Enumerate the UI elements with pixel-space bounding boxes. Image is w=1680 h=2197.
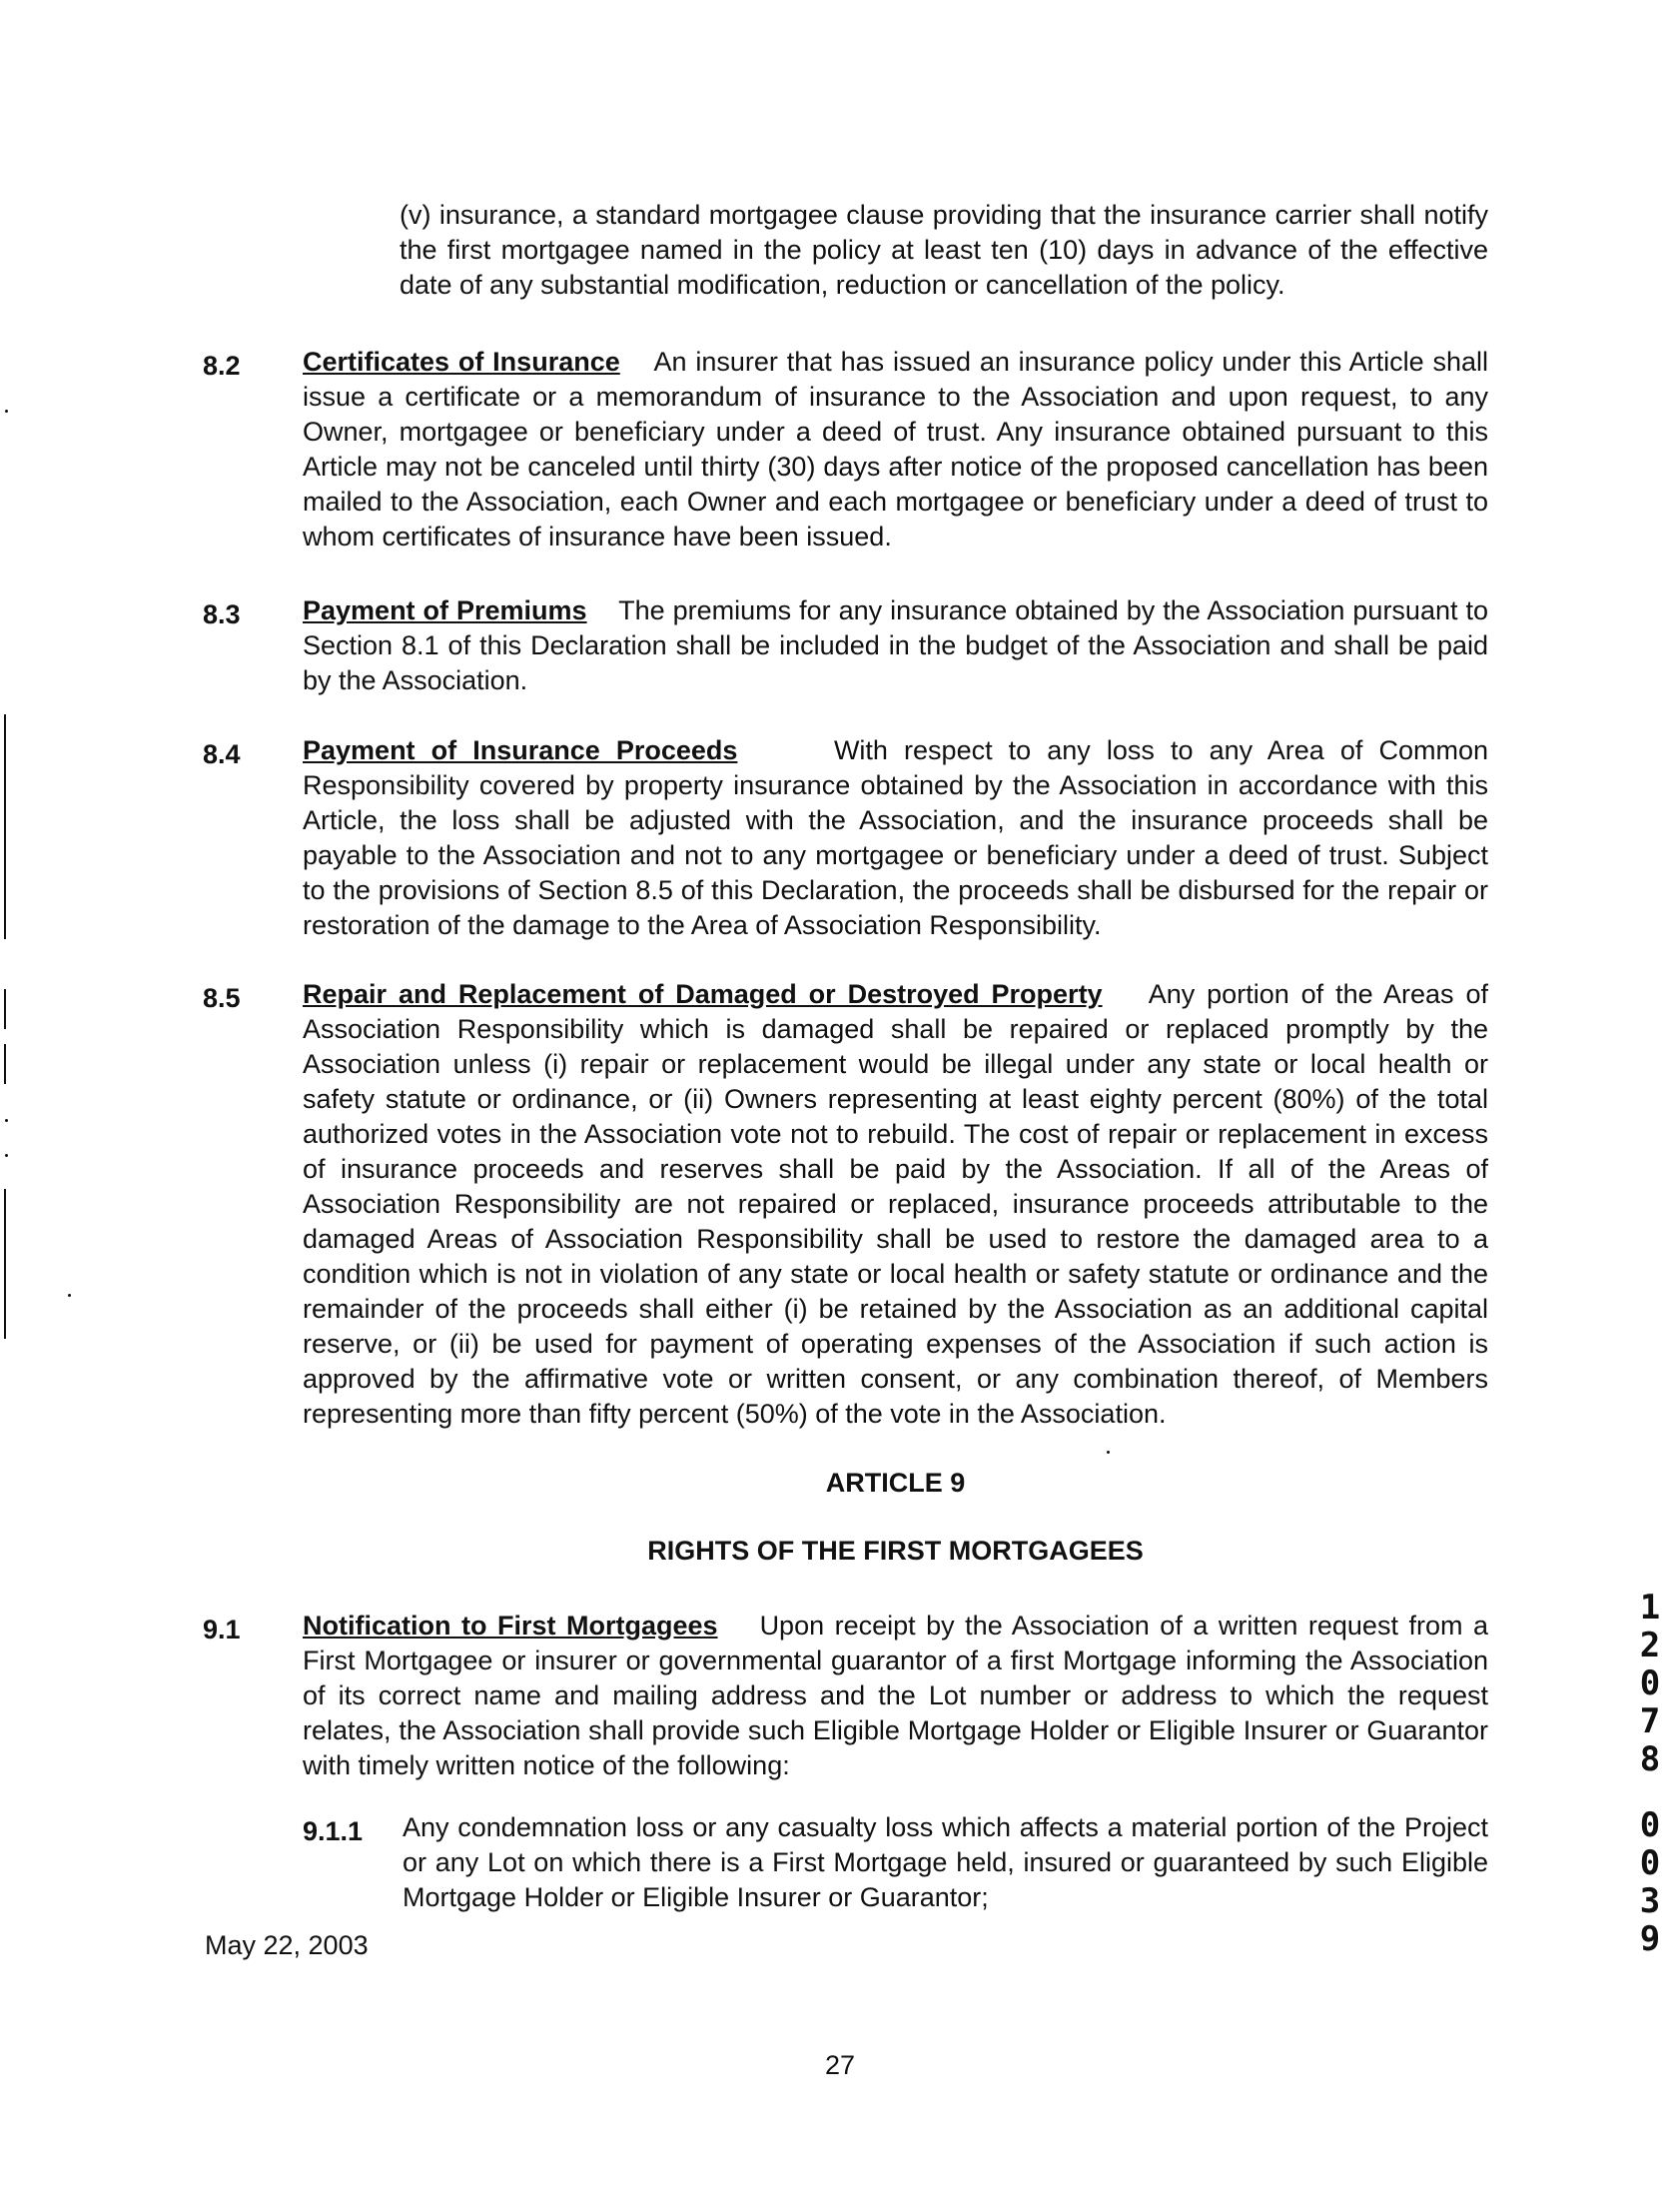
margin-change-bar: [4, 714, 6, 939]
section-9-1: [303, 1609, 1488, 1783]
stamp-digit: 1: [1639, 1588, 1661, 1628]
section-number: 8.5: [203, 983, 241, 1013]
stamp-digit: 3: [1639, 1881, 1661, 1921]
section-title: Payment of Premiums: [303, 595, 587, 625]
section-number: 8.3: [203, 599, 241, 629]
margin-change-bar: [4, 1044, 6, 1084]
section-body: Any portion of the Areas of Association Responsibility which is damaged shall be repaired or replaced promptly by the Association unless (i) repair or replacement would be illegal under any state or local health or safety statute or ordinance, or (ii) Owners representing at least eighty percent (80%) of the total authorized votes in the Association vote not to rebuild. The cost of repair or replacement in excess of insurance proceeds and reserves shall be paid by the Association. If all of the Areas of Association Responsibility are not repaired or replaced, insurance proceeds attributable to the damaged Areas of Association Responsibility shall be used to restore the damaged area to a condition which is not in violation of any state or local health or safety statute or ordinance and the remainder of the proceeds shall either (i) be retained by the Association as an additional capital reserve, or (ii) be used for payment of operating expenses of the Association if such action is approved by the affirmative vote or written consent, or any combination thereof, of Members representing more than fifty percent (50%) of the vote in the Association.: [303, 979, 1488, 1429]
section-body: Upon receipt by the Association of a written request from a First Mortgagee or insurer or governmental guarantor of a first Mortgage informing the Association of its correct name and mailing address and the Lot number or address to which the request relates, the Association shall provide such Eligible Mortgage Holder or Eligible Insurer or Guarantor with timely written notice of the following:: [303, 1611, 1488, 1780]
margin-change-bar: [4, 1189, 6, 1339]
section-8-4: [303, 733, 1488, 943]
article-heading: ARTICLE 9: [825, 1468, 966, 1498]
article-subheading: RIGHTS OF THE FIRST MORTGAGEES: [647, 1536, 1144, 1566]
section-body: The premiums for any insurance obtained by the Association pursuant to Section 8.1 of this Declaration shall be included in the budget of the Association and shall be paid by the Association.: [303, 595, 1488, 695]
section-8-3: [303, 593, 1488, 698]
stamp-digit: 9: [1639, 1919, 1661, 1959]
section-title: Notification to First Mortgagees: [303, 1611, 718, 1641]
margin-change-bar: [4, 989, 6, 1029]
stamp-gap: [1630, 1778, 1670, 1806]
stamp-digit: 0: [1639, 1805, 1661, 1845]
section-number: 8.2: [203, 351, 241, 381]
section-body: An insurer that has issued an insurance policy under this Article shall issue a certificate or a memorandum of insurance to the Association and upon request, to any Owner, mortgagee or beneficiary under a deed of trust. Any insurance obtained pursuant to this Article may not be canceled until thirty (30) days after notice of the proposed cancellation has been mailed to the Association, each Owner and each mortgagee or beneficiary under a deed of trust to whom certificates of insurance have been issued.: [303, 347, 1488, 551]
recording-stamp: [1630, 1589, 1670, 1958]
subsection-9-1-1: [403, 1810, 1488, 1915]
scan-speck: [5, 1154, 8, 1157]
stamp-digit: 8: [1639, 1739, 1661, 1779]
section-title: Certificates of Insurance: [303, 347, 620, 377]
page-number: 27: [824, 2050, 856, 2080]
intro-paragraph: [400, 198, 1488, 303]
stamp-digit: 0: [1639, 1663, 1661, 1703]
footer-date: May 22, 2003: [205, 1930, 369, 1960]
section-title: Payment of Insurance Proceeds: [303, 735, 738, 765]
stamp-digit: 2: [1639, 1626, 1661, 1665]
section-number: 9.1: [203, 1615, 241, 1645]
section-8-2: [303, 345, 1488, 554]
scan-speck: [5, 410, 8, 413]
intro-text: (v) insurance, a standard mortgagee clause providing that the insurance carrier shall notify the first mortgagee named in the policy at least ten (10) days in advance of the effective date of any substantial modification, reduction or cancellation of the policy.: [400, 200, 1488, 300]
scan-speck: [5, 1119, 8, 1122]
subsection-body: Any condemnation loss or any casualty loss which affects a material portion of the Project or any Lot on which there is a First Mortgage held, insured or guaranteed by such Eligible Mortgage Holder or Eligible Insurer or Guarantor;: [403, 1812, 1488, 1912]
section-body: With respect to any loss to any Area of Common Responsibility covered by property insurance obtained by the Association in accordance with this Article, the loss shall be adjusted with the Association, and the insurance proceeds shall be payable to the Association and not to any mortgagee or beneficiary under a deed of trust. Subject to the provisions of Section 8.5 of this Declaration, the proceeds shall be disbursed for the repair or restoration of the damage to the Area of Association Responsibility.: [303, 735, 1488, 940]
scan-speck: [1107, 1451, 1110, 1454]
stamp-digit: 7: [1639, 1701, 1661, 1741]
subsection-number: 9.1.1: [303, 1816, 364, 1846]
section-number: 8.4: [203, 739, 241, 769]
scan-speck: [68, 1294, 71, 1297]
section-title: Repair and Replacement of Damaged or Destroyed Property: [303, 979, 1103, 1009]
stamp-digit: 0: [1639, 1843, 1661, 1883]
section-8-5: [303, 977, 1488, 1432]
